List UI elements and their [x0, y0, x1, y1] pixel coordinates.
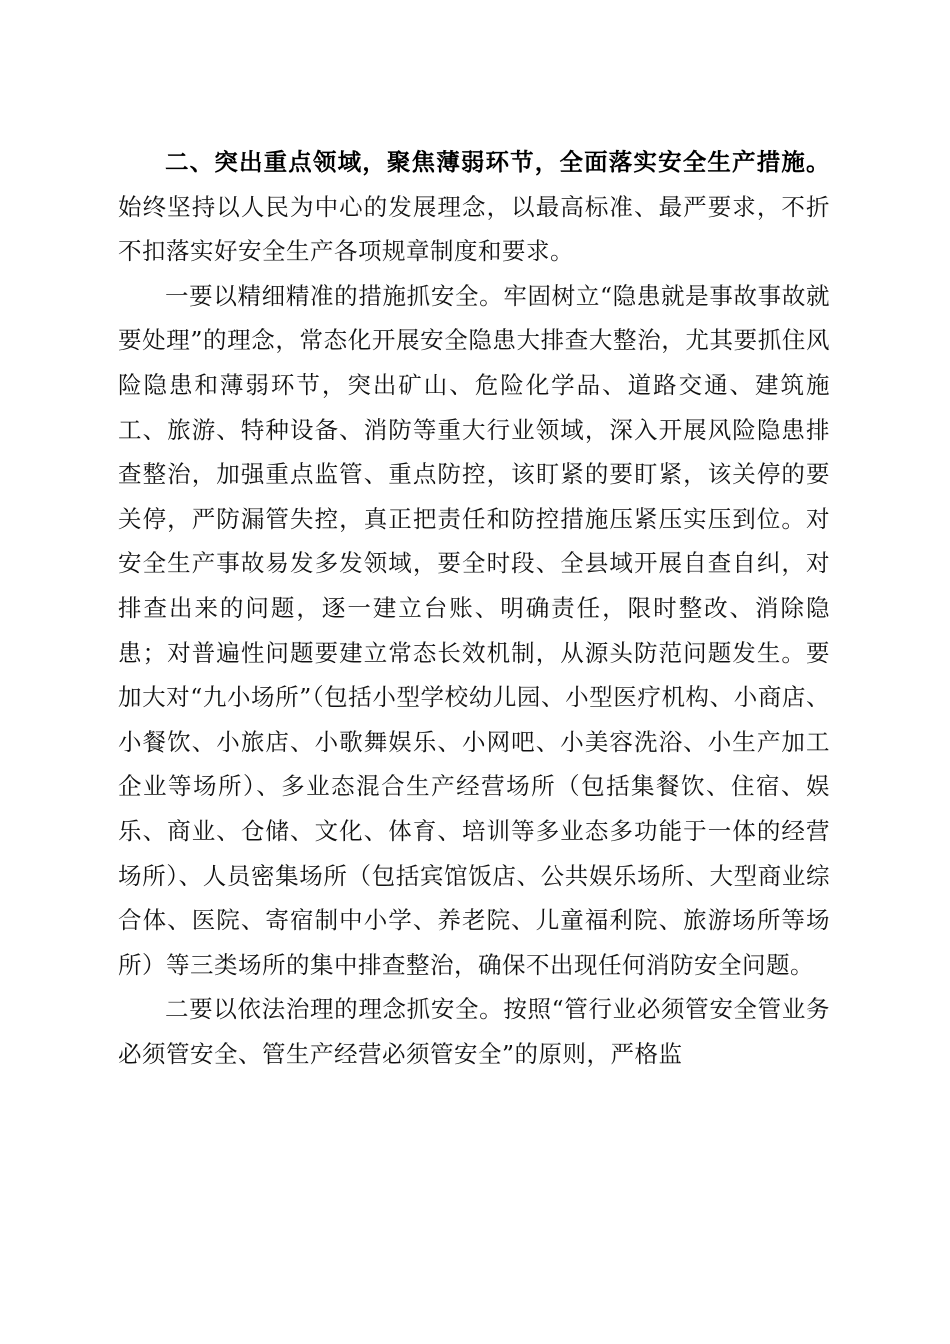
paragraph-rule-of-law: 二要以依法治理的理念抓安全。按照“管行业必须管安全管业务必须管安全、管生产经营必须管安全”的原则，严格监: [118, 995, 830, 1068]
section-two-text: 始终坚持以人民为中心的发展理念，以最高标准、最严要求，不折不扣落实好安全生产各项规章制度和要求。: [118, 192, 830, 266]
document-body: [118, 140, 830, 1076]
section-two-paragraph: [118, 140, 830, 274]
paragraph-precise-measures: 一要以精细精准的措施抓安全。牢固树立“隐患就是事故事故就要处理”的理念，常态化开展安全隐患大排查大整治，尤其要抓住风险隐患和薄弱环节，突出矿山、危险化学品、道路交通、建筑施工、旅游、特种设备、消防等重大行业领域，深入开展风险隐患排查整治，加强重点监管、重点防控，该盯紧的要盯紧，该关停的要关停，严防漏管失控，真正把责任和防控措施压紧压实压到位。对安全生产事故易发多发领域，要全时段、全县域开展自查自纠，对排查出来的问题，逐一建立台账、明确责任，限时整改、消除隐患；对普遍性问题要建立常态长效机制，从源头防范问题发生。要加大对“九小场所”（包括小型学校幼儿园、小型医疗机构、小商店、小餐饮、小旅店、小歌舞娱乐、小网吧、小美容洗浴、小生产加工企业等场所）、多业态混合生产经营场所（包括集餐饮、住宿、娱乐、商业、仓储、文化、体育、培训等多业态多功能于一体的经营场所）、人员密集场所（包括宾馆饭店、公共娱乐场所、大型商业综合体、医院、寄宿制中小学、养老院、儿童福利院、旅游场所等场所）等三类场所的集中排查整治，确保不出现任何消防安全问题。: [118, 281, 830, 979]
section-two-heading: 二、突出重点领域，聚焦薄弱环节，全面落实安全生产措施。: [165, 148, 830, 176]
